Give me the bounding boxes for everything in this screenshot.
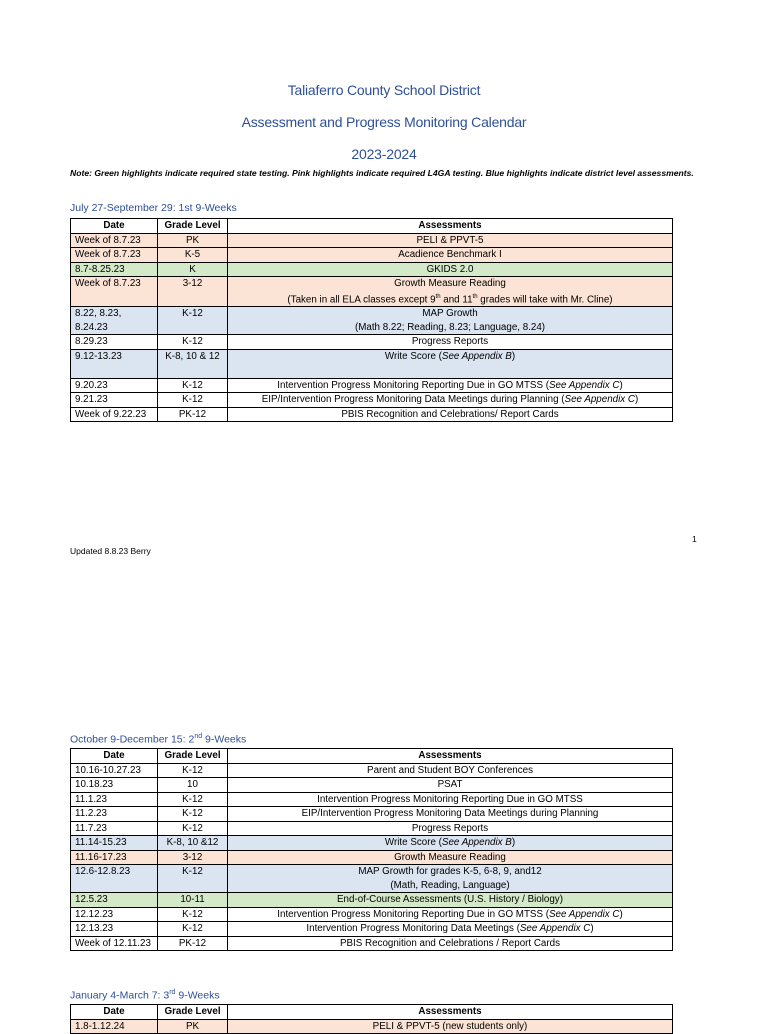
school-year: 2023-2024	[351, 146, 417, 162]
row-grade: K-12	[158, 307, 228, 335]
row-assessment: Parent and Student BOY Conferences	[228, 763, 673, 778]
table-row	[71, 778, 673, 793]
row-assessment: End-of-Course Assessments (U.S. History / Biology)	[228, 893, 673, 908]
row-grade: K-12	[158, 821, 228, 836]
row-assessment: Progress Reports	[228, 821, 673, 836]
col-header-grade: Grade Level	[158, 749, 228, 764]
assessment-name: MAP Growth for grades K-5, 6-8, 9, and12	[358, 866, 542, 877]
row-grade: K-12	[158, 792, 228, 807]
row-date: 11.16-17.23	[71, 850, 158, 865]
row-grade: K-12	[158, 865, 228, 893]
table-row	[71, 378, 673, 393]
row-assessment: PBIS Recognition and Celebrations/ Report Cards	[228, 407, 673, 422]
assessment-name: Growth Measure Reading	[394, 278, 506, 289]
row-date: 1.8-1.12.24	[71, 1019, 158, 1034]
table-row	[71, 307, 673, 335]
legend-note: Note: Green highlights indicate required state testing. Pink highlights indicate required L4GA testing. Blue highlights indicate district level assessments.	[70, 168, 694, 178]
col-header-date: Date	[71, 219, 158, 234]
page-number: 1	[692, 534, 697, 544]
row-date: 12.12.23	[71, 907, 158, 922]
row-date: 8.22, 8.23, 8.24.23	[71, 307, 158, 335]
row-date: 12.6-12.8.23	[71, 865, 158, 893]
row-grade: K-8, 10 & 12	[158, 349, 228, 378]
section-title-q1: July 27-September 29: 1st 9-Weeks	[70, 202, 237, 214]
row-grade: 3-12	[158, 277, 228, 307]
row-grade: K-12	[158, 763, 228, 778]
table-row	[71, 407, 673, 422]
row-date: 10.16-10.27.23	[71, 763, 158, 778]
row-date: 9.12-13.23	[71, 349, 158, 378]
table-row	[71, 393, 673, 408]
table-row	[71, 936, 673, 951]
table-row	[71, 262, 673, 277]
table-header-row	[71, 219, 673, 234]
row-grade: PK-12	[158, 407, 228, 422]
row-grade: 10	[158, 778, 228, 793]
row-assessment: Intervention Progress Monitoring Reporting Due in GO MTSS (See Appendix C)	[228, 907, 673, 922]
row-assessment: Write Score (See Appendix B)	[228, 836, 673, 851]
row-date: Week of 8.7.23	[71, 277, 158, 307]
col-header-date: Date	[71, 749, 158, 764]
table-row	[71, 907, 673, 922]
row-assessment: EIP/Intervention Progress Monitoring Data Meetings during Planning	[228, 807, 673, 822]
row-date: Week of 12.11.23	[71, 936, 158, 951]
row-grade: PK	[158, 233, 228, 248]
row-assessment	[228, 277, 673, 307]
col-header-grade: Grade Level	[158, 1005, 228, 1020]
table-row	[71, 233, 673, 248]
row-assessment: PSAT	[228, 778, 673, 793]
col-header-date: Date	[71, 1005, 158, 1020]
row-grade: 3-12	[158, 850, 228, 865]
table-row	[71, 850, 673, 865]
row-date: 11.1.23	[71, 792, 158, 807]
row-assessment: Intervention Progress Monitoring Reporting Due in GO MTSS	[228, 792, 673, 807]
col-header-assessments: Assessments	[228, 219, 673, 234]
row-assessment	[228, 865, 673, 893]
col-header-grade: Grade Level	[158, 219, 228, 234]
row-assessment: Growth Measure Reading	[228, 850, 673, 865]
assessment-detail: (Math 8.22; Reading, 8.23; Language, 8.24)	[354, 321, 546, 333]
row-grade: K-12	[158, 335, 228, 350]
row-assessment: PBIS Recognition and Celebrations / Report Cards	[228, 936, 673, 951]
row-grade: 10-11	[158, 893, 228, 908]
row-date: 9.20.23	[71, 378, 158, 393]
table-row	[71, 763, 673, 778]
calendar-title: Assessment and Progress Monitoring Calendar	[241, 114, 527, 130]
q2-table	[70, 748, 673, 951]
table-row	[71, 893, 673, 908]
row-assessment: PELI & PPVT-5	[228, 233, 673, 248]
row-date: Week of 9.22.23	[71, 407, 158, 422]
row-grade: PK-12	[158, 936, 228, 951]
row-assessment: EIP/Intervention Progress Monitoring Data Meetings during Planning (See Appendix C)	[228, 393, 673, 408]
q3-table	[70, 1004, 673, 1034]
row-date: 12.13.23	[71, 922, 158, 937]
row-date: 9.21.23	[71, 393, 158, 408]
table-row	[71, 922, 673, 937]
table-header-row	[71, 749, 673, 764]
row-grade: K-12	[158, 907, 228, 922]
row-date: 11.14-15.23	[71, 836, 158, 851]
assessment-detail: (Taken in all ELA classes except 9th and 11th grades will take with Mr. Cline)	[287, 293, 613, 305]
row-date: 11.2.23	[71, 807, 158, 822]
table-row	[71, 248, 673, 263]
row-grade: PK	[158, 1019, 228, 1034]
table-row	[71, 349, 673, 378]
row-date: 8.7-8.25.23	[71, 262, 158, 277]
table-row	[71, 277, 673, 307]
table-row	[71, 836, 673, 851]
row-grade: K	[158, 262, 228, 277]
table-row	[71, 1019, 673, 1034]
row-date: Week of 8.7.23	[71, 233, 158, 248]
assessment-detail: (Math, Reading, Language)	[390, 879, 510, 891]
row-date: 10.18.23	[71, 778, 158, 793]
row-assessment: Write Score (See Appendix B)	[228, 349, 673, 378]
col-header-assessments: Assessments	[228, 749, 673, 764]
row-grade: K-12	[158, 378, 228, 393]
table-row	[71, 335, 673, 350]
row-assessment: GKIDS 2.0	[228, 262, 673, 277]
updated-note: Updated 8.8.23 Berry	[70, 546, 151, 556]
section-title-q3: January 4-March 7: 3rd 9-Weeks	[70, 989, 220, 1002]
table-row	[71, 807, 673, 822]
row-grade: K-12	[158, 922, 228, 937]
row-grade: K-8, 10 &12	[158, 836, 228, 851]
row-grade: K-12	[158, 393, 228, 408]
row-assessment: Acadience Benchmark I	[228, 248, 673, 263]
row-date: 8.29.23	[71, 335, 158, 350]
row-date: 12.5.23	[71, 893, 158, 908]
table-header-row	[71, 1005, 673, 1020]
row-assessment: Intervention Progress Monitoring Reporting Due in GO MTSS (See Appendix C)	[228, 378, 673, 393]
q1-table	[70, 218, 673, 422]
row-grade: K-5	[158, 248, 228, 263]
col-header-assessments: Assessments	[228, 1005, 673, 1020]
row-date: Week of 8.7.23	[71, 248, 158, 263]
row-assessment: Progress Reports	[228, 335, 673, 350]
row-assessment: PELI & PPVT-5 (new students only)	[228, 1019, 673, 1034]
assessment-name: MAP Growth	[422, 308, 478, 320]
table-row	[71, 792, 673, 807]
row-assessment: Intervention Progress Monitoring Data Meetings (See Appendix C)	[228, 922, 673, 937]
section-title-q2: October 9-December 15: 2nd 9-Weeks	[70, 733, 247, 746]
table-row	[71, 865, 673, 893]
table-row	[71, 821, 673, 836]
row-assessment	[228, 307, 673, 335]
district-title: Taliaferro County School District	[287, 82, 481, 98]
row-grade: K-12	[158, 807, 228, 822]
row-date: 11.7.23	[71, 821, 158, 836]
